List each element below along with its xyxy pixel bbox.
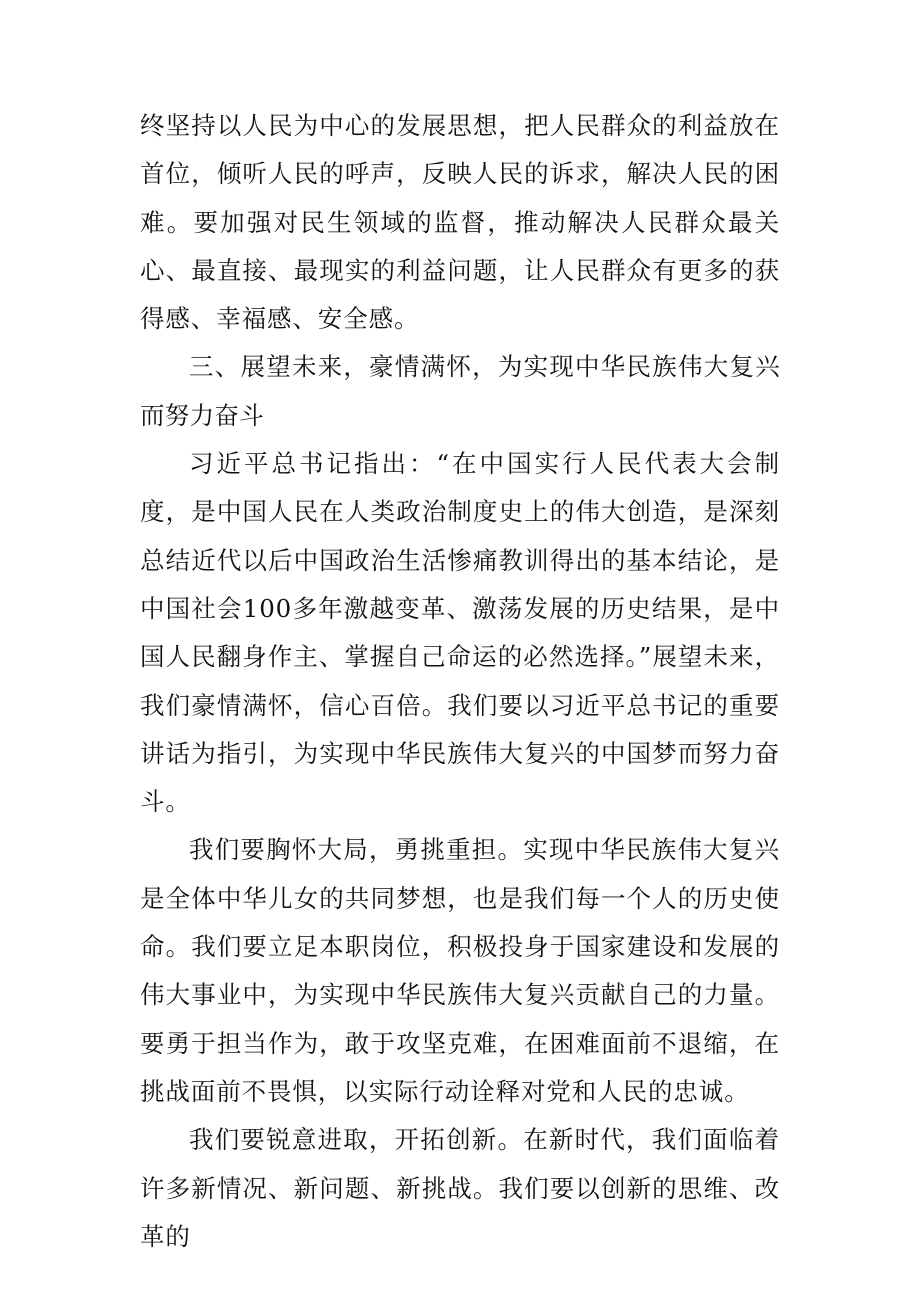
paragraph-continued: 终坚持以人民为中心的发展思想，把人民群众的利益放在首位，倾听人民的呼声，反映人民的诉求，解决人民的困难。要加强对民生领域的监督，推动解决人民群众最关心、最直接、最现实的利益问题，让人民群众有更多的获得感、幸福感、安全感。 [140,111,780,334]
paragraph-quote: 习近平总书记指出：“在中国实行人民代表大会制度，是中国人民在人类政治制度史上的伟大创造，是深刻总结近代以后中国政治生活惨痛教训得出的基本结论，是中国社会100多年激越变革、激荡发展的历史结果，是中国人民翻身作主、掌握自己命运的必然选择。”展望未来，我们豪情满怀，信心百倍。我们要以习近平总书记的重要讲话为指引，为实现中华民族伟大复兴的中国梦而努力奋斗。 [140,449,780,817]
paragraph-responsibility: 我们要胸怀大局，勇挑重担。实现中华民族伟大复兴是全体中华儿女的共同梦想，也是我们每一个人的历史使命。我们要立足本职岗位，积极投身于国家建设和发展的伟大事业中，为实现中华民族伟大复兴贡献自己的力量。要勇于担当作为，敢于攻坚克难，在困难面前不退缩，在挑战面前不畏惧，以实际行动诠释对党和人民的忠诚。 [140,835,780,1106]
section-heading: 三、展望未来，豪情满怀，为实现中华民族伟大复兴而努力奋斗 [140,352,780,430]
paragraph-innovation: 我们要锐意进取，开拓创新。在新时代，我们面临着许多新情况、新问题、新挑战。我们要以创新的思维、改革的 [140,1125,780,1251]
document-body [140,102,780,1261]
